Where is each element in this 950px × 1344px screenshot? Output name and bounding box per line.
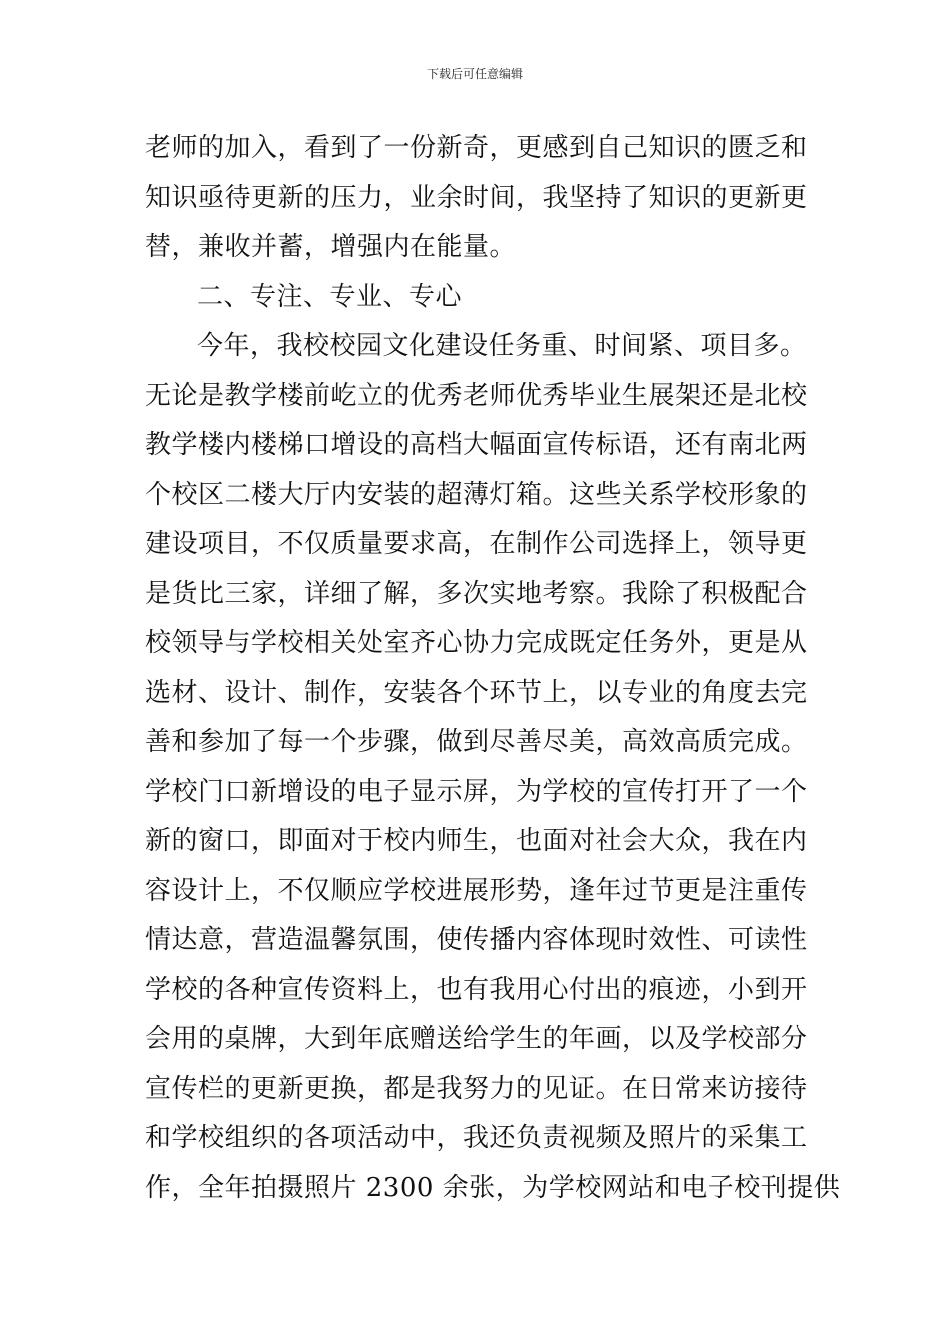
text-line: 知识亟待更新的压力，业余时间，我坚持了知识的更新更 bbox=[145, 182, 808, 213]
text-line: 新的窗口，即面对于校内师生，也面对社会大众，我在内 bbox=[145, 826, 808, 856]
text-line: 今年，我校校园文化建设任务重、时间紧、项目多。 bbox=[197, 331, 807, 361]
text-line: 宣传栏的更新更换，都是我努力的见证。在日常来访接待 bbox=[145, 1073, 808, 1104]
text-line: 是货比三家，详细了解，多次实地考察。我除了积极配合 bbox=[145, 578, 808, 609]
text-line: 教学楼内楼梯口增设的高档大幅面宣传标语，还有南北两 bbox=[145, 430, 808, 460]
text-line: 会用的桌牌，大到年底赠送给学生的年画，以及学校部分 bbox=[145, 1024, 808, 1054]
text-line: 无论是教学楼前屹立的优秀老师优秀毕业生展架还是北校 bbox=[145, 380, 808, 411]
section-heading: 二、专注、专业、专心 bbox=[197, 281, 463, 312]
text-line: 和学校组织的各项活动中，我还负责视频及照片的采集工 bbox=[145, 1123, 808, 1153]
text-line: 校领导与学校相关处室齐心协力完成既定任务外，更是从 bbox=[145, 628, 808, 658]
text-line: 善和参加了每一个步骤，做到尽善尽美，高效高质完成。 bbox=[145, 727, 808, 757]
page-header: 下载后可任意编辑 bbox=[426, 67, 523, 81]
text-line: 替，兼收并蓄，增强内在能量。 bbox=[145, 232, 517, 262]
text-line: 容设计上，不仅顺应学校进展形势，逢年过节更是注重传 bbox=[145, 875, 808, 906]
text-line: 老师的加入，看到了一份新奇，更感到自己知识的匮乏和 bbox=[145, 133, 808, 163]
text-line: 作，全年拍摄照片 2300 余张，为学校网站和电子校刊提供 bbox=[145, 1172, 841, 1203]
text-line: 建设项目，不仅质量要求高，在制作公司选择上，领导更 bbox=[145, 529, 808, 559]
text-line: 学校的各种宣传资料上，也有我用心付出的痕迹，小到开 bbox=[145, 974, 808, 1005]
text-line: 选材、设计、制作，安装各个环节上，以专业的角度去完 bbox=[145, 677, 808, 708]
text-line: 情达意，营造温馨氛围，使传播内容体现时效性、可读性 bbox=[145, 925, 808, 955]
document-body bbox=[145, 124, 841, 1213]
text-line: 个校区二楼大厅内安装的超薄灯箱。这些关系学校形象的 bbox=[145, 479, 808, 510]
text-line: 学校门口新增设的电子显示屏，为学校的宣传打开了一个 bbox=[145, 776, 808, 807]
